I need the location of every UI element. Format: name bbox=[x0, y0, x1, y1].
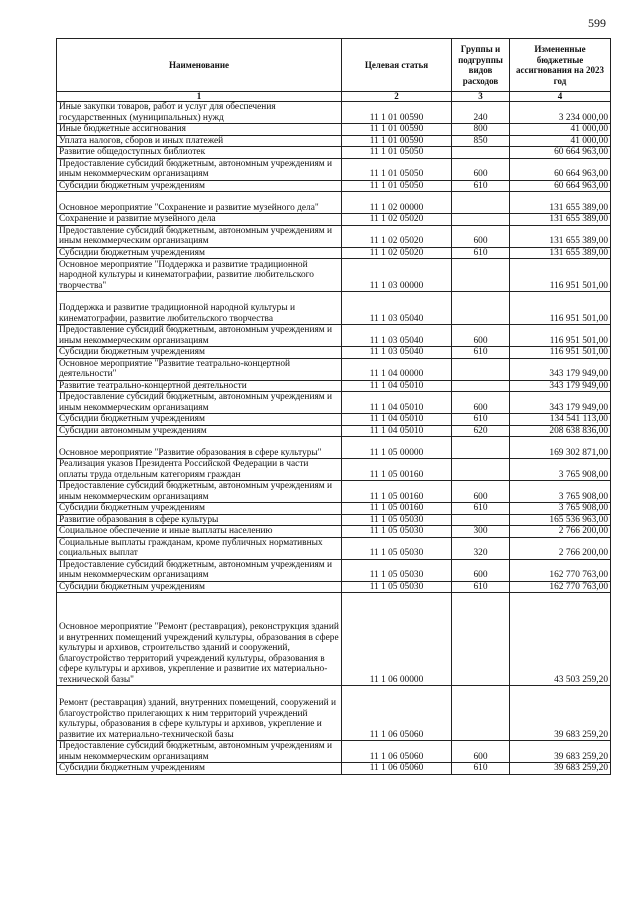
row-group bbox=[452, 593, 510, 686]
row-amount: 2 766 200,00 bbox=[510, 526, 611, 538]
row-amount: 116 951 501,00 bbox=[510, 259, 611, 292]
row-group: 600 bbox=[452, 481, 510, 503]
row-amount: 3 765 908,00 bbox=[510, 459, 611, 481]
table-row bbox=[57, 158, 611, 180]
header-number-2: 2 bbox=[342, 92, 452, 102]
row-group: 620 bbox=[452, 425, 510, 437]
table-row bbox=[57, 147, 611, 159]
table-row bbox=[57, 593, 611, 686]
table-row bbox=[57, 763, 611, 775]
table-row bbox=[57, 559, 611, 581]
row-name: Предоставление субсидий бюджетным, автономным учреждениям и иным некоммерческим организациям bbox=[57, 392, 342, 414]
row-amount: 60 664 963,00 bbox=[510, 180, 611, 192]
row-group: 800 bbox=[452, 124, 510, 136]
row-amount: 169 302 871,00 bbox=[510, 437, 611, 459]
row-code: 11 1 01 00590 bbox=[342, 102, 452, 124]
row-name: Субсидии бюджетным учреждениям bbox=[57, 247, 342, 259]
header-number-3: 3 bbox=[452, 92, 510, 102]
row-code: 11 1 04 00000 bbox=[342, 358, 452, 380]
row-name: Социальные выплаты гражданам, кроме публичных нормативных социальных выплат bbox=[57, 537, 342, 559]
row-name: Развитие образования в сфере культуры bbox=[57, 514, 342, 526]
row-code: 11 1 05 05030 bbox=[342, 526, 452, 538]
row-code: 11 1 01 00590 bbox=[342, 124, 452, 136]
row-group bbox=[452, 192, 510, 214]
table-row bbox=[57, 325, 611, 347]
table-row bbox=[57, 414, 611, 426]
table-row bbox=[57, 392, 611, 414]
row-amount: 41 000,00 bbox=[510, 124, 611, 136]
page-number: 599 bbox=[588, 16, 606, 30]
row-amount: 3 234 000,00 bbox=[510, 102, 611, 124]
row-code: 11 1 05 05030 bbox=[342, 559, 452, 581]
row-name: Предоставление субсидий бюджетным, автономным учреждениям и иным некоммерческим организациям bbox=[57, 481, 342, 503]
row-group: 300 bbox=[452, 526, 510, 538]
row-code: 11 1 01 00590 bbox=[342, 135, 452, 147]
row-group bbox=[452, 147, 510, 159]
row-name: Субсидии автономным учреждениям bbox=[57, 425, 342, 437]
row-amount: 131 655 389,00 bbox=[510, 225, 611, 247]
row-amount: 60 664 963,00 bbox=[510, 158, 611, 180]
row-name: Социальное обеспечение и иные выплаты населению bbox=[57, 526, 342, 538]
budget-table bbox=[56, 38, 611, 775]
row-amount: 3 765 908,00 bbox=[510, 503, 611, 515]
row-name: Предоставление субсидий бюджетным, автономным учреждениям и иным некоммерческим организациям bbox=[57, 741, 342, 763]
header-number-4: 4 bbox=[510, 92, 611, 102]
table-row bbox=[57, 581, 611, 593]
row-name: Основное мероприятие "Поддержка и развитие традиционной народной культуры и кинематографии, развитие любительского творчества" bbox=[57, 259, 342, 292]
row-group bbox=[452, 259, 510, 292]
row-amount: 131 655 389,00 bbox=[510, 214, 611, 226]
row-name: Предоставление субсидий бюджетным, автономным учреждениям и иным некоммерческим организациям bbox=[57, 325, 342, 347]
row-amount: 41 000,00 bbox=[510, 135, 611, 147]
row-code: 11 1 04 05010 bbox=[342, 380, 452, 392]
row-code: 11 1 04 05010 bbox=[342, 392, 452, 414]
header-number-1: 1 bbox=[57, 92, 342, 102]
row-group: 600 bbox=[452, 741, 510, 763]
row-code: 11 1 02 05020 bbox=[342, 247, 452, 259]
row-amount: 134 541 113,00 bbox=[510, 414, 611, 426]
row-name: Уплата налогов, сборов и иных платежей bbox=[57, 135, 342, 147]
row-group: 320 bbox=[452, 537, 510, 559]
table-row bbox=[57, 537, 611, 559]
row-name: Предоставление субсидий бюджетным, автономным учреждениям и иным некоммерческим организациям bbox=[57, 559, 342, 581]
row-amount: 343 179 949,00 bbox=[510, 380, 611, 392]
row-amount: 165 536 963,00 bbox=[510, 514, 611, 526]
row-amount: 39 683 259,20 bbox=[510, 741, 611, 763]
table-row bbox=[57, 380, 611, 392]
table-row bbox=[57, 124, 611, 136]
row-amount: 39 683 259,20 bbox=[510, 686, 611, 741]
row-name: Предоставление субсидий бюджетным, автономным учреждениям и иным некоммерческим организациям bbox=[57, 158, 342, 180]
row-code: 11 1 03 05040 bbox=[342, 292, 452, 325]
row-name: Субсидии бюджетным учреждениям bbox=[57, 763, 342, 775]
row-group bbox=[452, 292, 510, 325]
row-name: Основное мероприятие "Ремонт (реставрация), реконструкция зданий и внутренних помещений учреждений культуры, образования в сфере культуры и архивов, строительство зданий и сооружений, благоустройство территорий учреждений культуры, образования в сфере культуры и архивов, укрепление и развитие их материально-технической базы" bbox=[57, 593, 342, 686]
row-name: Субсидии бюджетным учреждениям bbox=[57, 581, 342, 593]
row-code: 11 1 05 00160 bbox=[342, 481, 452, 503]
row-amount: 131 655 389,00 bbox=[510, 192, 611, 214]
row-group: 600 bbox=[452, 559, 510, 581]
row-name: Субсидии бюджетным учреждениям bbox=[57, 347, 342, 359]
row-amount: 343 179 949,00 bbox=[510, 358, 611, 380]
row-group: 610 bbox=[452, 414, 510, 426]
header-name: Наименование bbox=[57, 39, 342, 92]
row-group bbox=[452, 686, 510, 741]
table-row bbox=[57, 481, 611, 503]
row-code: 11 1 05 05030 bbox=[342, 581, 452, 593]
row-group bbox=[452, 514, 510, 526]
row-amount: 116 951 501,00 bbox=[510, 325, 611, 347]
row-code: 11 1 04 05010 bbox=[342, 425, 452, 437]
row-code: 11 1 05 00160 bbox=[342, 503, 452, 515]
row-code: 11 1 03 05040 bbox=[342, 347, 452, 359]
row-amount: 162 770 763,00 bbox=[510, 559, 611, 581]
row-code: 11 1 06 05060 bbox=[342, 763, 452, 775]
row-amount: 3 765 908,00 bbox=[510, 481, 611, 503]
row-amount: 60 664 963,00 bbox=[510, 147, 611, 159]
table-row bbox=[57, 425, 611, 437]
table-row bbox=[57, 686, 611, 741]
row-code: 11 1 02 05020 bbox=[342, 214, 452, 226]
row-code: 11 1 01 05050 bbox=[342, 180, 452, 192]
table-row bbox=[57, 192, 611, 214]
table-row bbox=[57, 102, 611, 124]
row-group: 610 bbox=[452, 247, 510, 259]
row-code: 11 1 05 00000 bbox=[342, 437, 452, 459]
row-code: 11 1 05 05030 bbox=[342, 537, 452, 559]
row-group: 610 bbox=[452, 180, 510, 192]
table-row bbox=[57, 358, 611, 380]
row-group: 610 bbox=[452, 581, 510, 593]
table-row bbox=[57, 180, 611, 192]
table-row bbox=[57, 347, 611, 359]
row-name: Сохранение и развитие музейного дела bbox=[57, 214, 342, 226]
row-amount: 162 770 763,00 bbox=[510, 581, 611, 593]
table-row bbox=[57, 514, 611, 526]
table-row bbox=[57, 503, 611, 515]
header-group: Группы и подгруппы видов расходов bbox=[452, 39, 510, 92]
row-name: Основное мероприятие "Сохранение и развитие музейного дела" bbox=[57, 192, 342, 214]
row-group: 610 bbox=[452, 503, 510, 515]
table-row bbox=[57, 292, 611, 325]
row-name: Иные бюджетные ассигнования bbox=[57, 124, 342, 136]
row-amount: 343 179 949,00 bbox=[510, 392, 611, 414]
table-row bbox=[57, 437, 611, 459]
table-row bbox=[57, 526, 611, 538]
row-group: 240 bbox=[452, 102, 510, 124]
row-code: 11 1 05 00160 bbox=[342, 459, 452, 481]
row-code: 11 1 06 05060 bbox=[342, 686, 452, 741]
table-row bbox=[57, 259, 611, 292]
row-amount: 116 951 501,00 bbox=[510, 347, 611, 359]
row-group: 600 bbox=[452, 392, 510, 414]
table-row bbox=[57, 247, 611, 259]
row-name: Реализация указов Президента Российской Федерации в части оплаты труда отдельным категориям граждан bbox=[57, 459, 342, 481]
row-code: 11 1 01 05050 bbox=[342, 147, 452, 159]
row-group: 600 bbox=[452, 158, 510, 180]
table-row bbox=[57, 741, 611, 763]
row-code: 11 1 02 05020 bbox=[342, 225, 452, 247]
row-group: 610 bbox=[452, 763, 510, 775]
row-name: Субсидии бюджетным учреждениям bbox=[57, 180, 342, 192]
row-code: 11 1 02 00000 bbox=[342, 192, 452, 214]
row-group bbox=[452, 437, 510, 459]
row-group: 610 bbox=[452, 347, 510, 359]
row-name: Субсидии бюджетным учреждениям bbox=[57, 414, 342, 426]
row-name: Основное мероприятие "Развитие театрально-концертной деятельности" bbox=[57, 358, 342, 380]
row-name: Субсидии бюджетным учреждениям bbox=[57, 503, 342, 515]
row-amount: 39 683 259,20 bbox=[510, 763, 611, 775]
row-name: Иные закупки товаров, работ и услуг для обеспечения государственных (муниципальных) нужд bbox=[57, 102, 342, 124]
table-row bbox=[57, 459, 611, 481]
row-group bbox=[452, 459, 510, 481]
row-name: Поддержка и развитие традиционной народной культуры и кинематографии, развитие любительского творчества bbox=[57, 292, 342, 325]
header-code: Целевая статья bbox=[342, 39, 452, 92]
row-group: 600 bbox=[452, 325, 510, 347]
row-name: Предоставление субсидий бюджетным, автономным учреждениям и иным некоммерческим организациям bbox=[57, 225, 342, 247]
row-name: Ремонт (реставрация) зданий, внутренних помещений, сооружений и благоустройство прилегающих к ним территорий учреждений культуры, образования в сфере культуры и архивов, укрепление и развитие их материально-технической базы bbox=[57, 686, 342, 741]
row-code: 11 1 03 00000 bbox=[342, 259, 452, 292]
row-amount: 2 766 200,00 bbox=[510, 537, 611, 559]
table-body bbox=[57, 102, 611, 775]
table-row bbox=[57, 214, 611, 226]
row-code: 11 1 01 05050 bbox=[342, 158, 452, 180]
row-name: Развитие театрально-концертной деятельности bbox=[57, 380, 342, 392]
row-code: 11 1 05 05030 bbox=[342, 514, 452, 526]
header-amount: Измененные бюджетные ассигнования на 2023 год bbox=[510, 39, 611, 92]
row-group: 600 bbox=[452, 225, 510, 247]
row-amount: 43 503 259,20 bbox=[510, 593, 611, 686]
row-group bbox=[452, 358, 510, 380]
row-code: 11 1 04 05010 bbox=[342, 414, 452, 426]
row-code: 11 1 06 00000 bbox=[342, 593, 452, 686]
row-code: 11 1 06 05060 bbox=[342, 741, 452, 763]
row-amount: 116 951 501,00 bbox=[510, 292, 611, 325]
row-group: 850 bbox=[452, 135, 510, 147]
row-group bbox=[452, 214, 510, 226]
row-amount: 131 655 389,00 bbox=[510, 247, 611, 259]
table-row bbox=[57, 135, 611, 147]
row-name: Развитие общедоступных библиотек bbox=[57, 147, 342, 159]
row-name: Основное мероприятие "Развитие образования в сфере культуры" bbox=[57, 437, 342, 459]
row-amount: 208 638 836,00 bbox=[510, 425, 611, 437]
row-group bbox=[452, 380, 510, 392]
table-row bbox=[57, 225, 611, 247]
row-code: 11 1 03 05040 bbox=[342, 325, 452, 347]
